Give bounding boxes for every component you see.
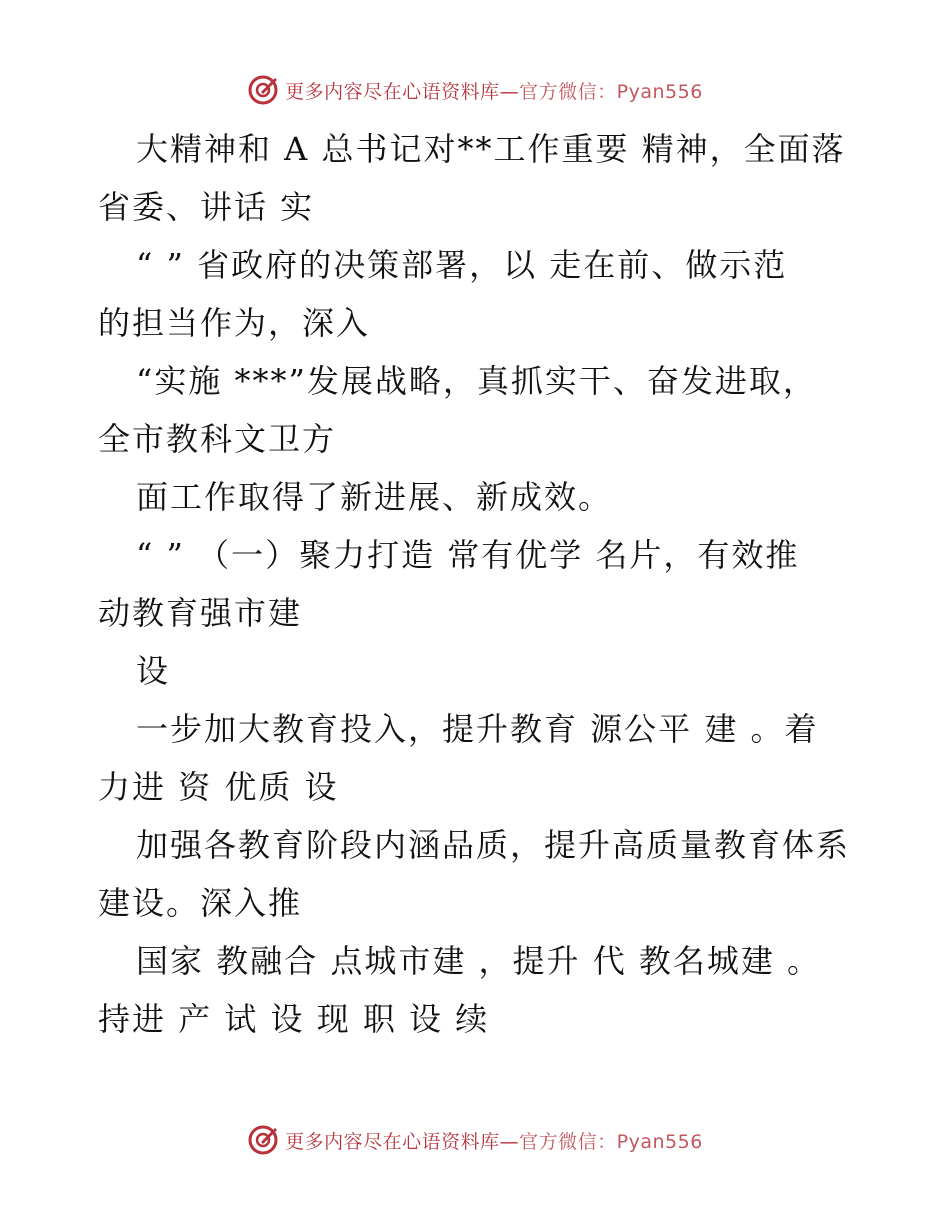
banner-wechat: 官方微信：Pyan556 <box>519 1130 703 1153</box>
banner-text: 更多内容尽在心语资料库—官方微信：Pyan556 <box>285 1130 703 1153</box>
logo-icon <box>247 74 279 106</box>
text-line: 一步加大教育投入，提升教育 源公平 建 。着 <box>136 710 819 748</box>
text-line: 省委、讲话 实 <box>98 188 315 226</box>
text-line: 设 <box>136 652 171 690</box>
logo-icon <box>247 1124 279 1156</box>
text-line: 建设。深入推 <box>98 884 303 922</box>
text-line: 国家 教融合 点城市建 ，提升 代 教名城建 。 <box>136 942 822 980</box>
text-line: “ ” 省政府的决策部署，以 走在前、做示范 <box>136 246 788 284</box>
header-banner <box>0 70 950 110</box>
text-line: “ ” （一）聚力打造 常有优学 名片，有效推 <box>136 536 800 574</box>
document-body <box>98 120 858 1048</box>
footer-banner <box>0 1120 950 1160</box>
banner-wechat: 官方微信：Pyan556 <box>519 80 703 103</box>
text-line: 大精神和 A 总书记对**工作重要 精神，全面落 <box>136 130 846 168</box>
text-line: 动教育强市建 <box>98 594 303 632</box>
text-line: 持进 产 试 设 现 职 设 续 <box>98 1000 490 1038</box>
banner-text: 更多内容尽在心语资料库—官方微信：Pyan556 <box>285 80 703 103</box>
text-line: 面工作取得了新进展、新成效。 <box>136 478 613 516</box>
text-line: 全市教科文卫方 <box>98 420 337 458</box>
text-line: 加强各教育阶段内涵品质，提升高质量教育体系 <box>136 826 851 864</box>
text-line: “实施 ***”发展战略，真抓实干、奋发进取， <box>136 362 817 400</box>
text-line: 的担当作为，深入 <box>98 304 371 342</box>
text-line: 力进 资 优质 设 <box>98 768 339 806</box>
